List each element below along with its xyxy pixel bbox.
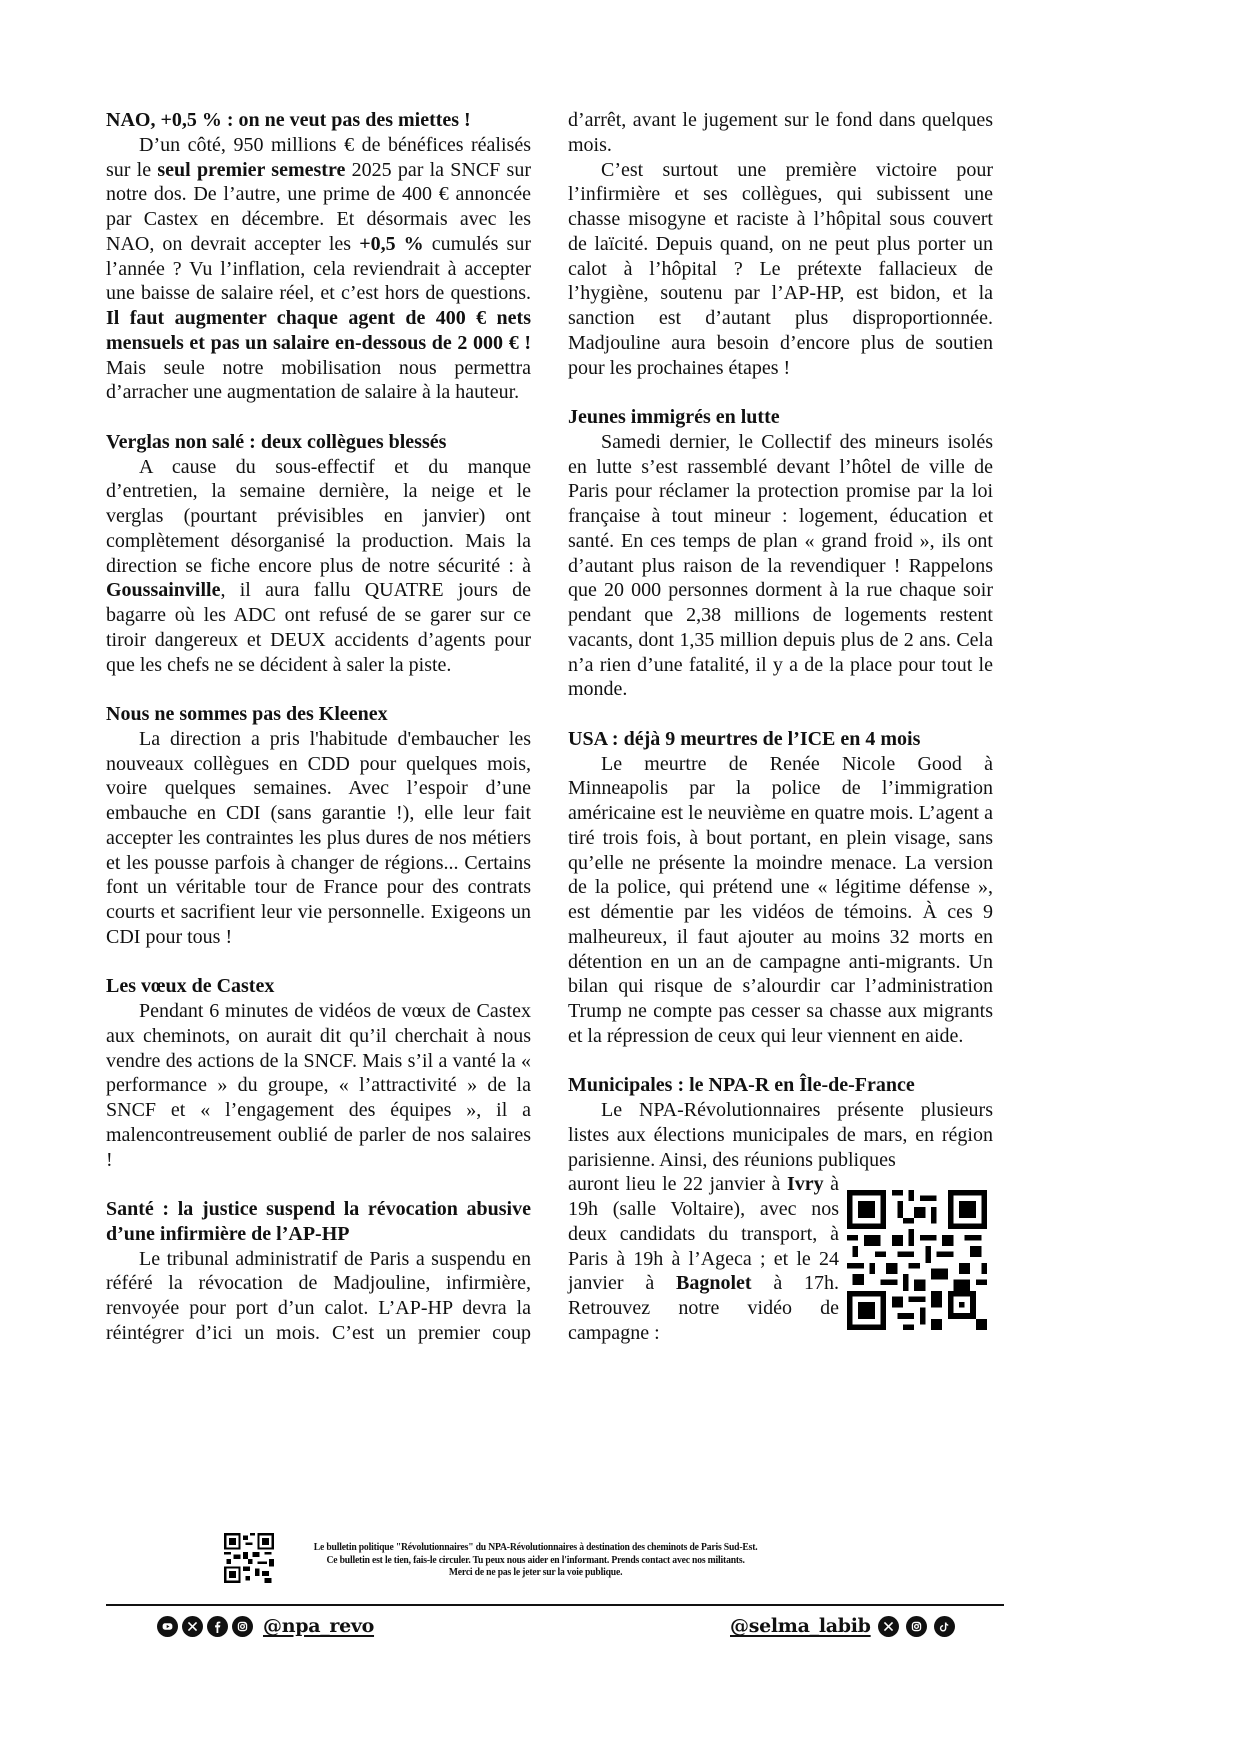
article-body: C’est surtout une première victoire pour l’infirmière et ses collègues, qui subissent une chasse misogyne et raciste à l’hôpital sous couvert de laïcité. Depuis quand, on ne peut plus porter un calot à l’hôpital ? Le prétexte fallacieux de l’hygiène, soutenu par l’AP-HP, est bidon, et la sanction est d’autant plus disproportionnée. Madjouline aura besoin d’encore plus de soutien pour les prochaines étapes ! <box>568 158 993 379</box>
article-body: Le meurtre de Renée Nicole Good à Minneapolis par la police de l’immigration américaine est le neuvième en quatre mois. L’agent a tiré trois fois, à bout portant, en plein visage, sans qu’elle ne présente la moindre menace. La version de la police, qui prétend une « légitime défense », est démentie par les vidéos de témoins. À ces 9 malheureux, il faut ajouter au moins 32 morts en détention en un an de campagne anti-migrants. Un bilan qui risque de s’alourdir car l’administration Trump ne compte pas cesser sa chasse aux migrants et la répression de ceux qui leur viennent en aide. <box>568 752 993 1047</box>
x-icon[interactable] <box>182 1616 203 1637</box>
footer-banner <box>224 1532 844 1598</box>
article-municipales <box>568 1073 993 1345</box>
x-icon[interactable] <box>878 1616 899 1637</box>
article-title: Nous ne sommes pas des Kleenex <box>106 703 388 725</box>
article-kleenex <box>106 702 531 950</box>
article-voeux-castex <box>106 974 531 1172</box>
bulletin-notice: Le bulletin politique "Révolutionnaires" du NPA-Révolutionnaires à destination des cheminots de Paris Sud-Est. Ce bulletin est le tien, fais-le circuler. Tu peux nous aider en l'informant. Prends contact avec nos militants. Merci de ne pas le jeter sur la voie publique. <box>313 1542 758 1578</box>
article-verglas <box>106 430 531 678</box>
article-jeunes-immigres <box>568 405 993 702</box>
bulletin-qr-code[interactable] <box>224 1532 274 1584</box>
article-title: Les vœux de Castex <box>106 975 275 998</box>
article-title: Jeunes immigrés en lutte <box>568 406 780 428</box>
article-body: Pendant 6 minutes de vidéos de vœux de Castex aux cheminots, on aurait dit qu’il cherchait à nous vendre des actions de la SNCF. Mais s’il a vanté la « performance » du groupe, « l’attractivité » de la SNCF et « l’engagement des équipes », il a malencontreusement oublié de parler de nos salaires ! <box>106 1000 531 1171</box>
youtube-icon[interactable] <box>157 1616 178 1637</box>
article-sante-continued <box>568 108 993 380</box>
facebook-icon[interactable] <box>207 1616 228 1637</box>
right-column <box>568 108 993 1370</box>
article-body: Le NPA-Révolutionnaires présente plusieurs listes aux élections municipales de mars, en région parisienne. Ainsi, des réunions publiques <box>568 1099 993 1171</box>
article-title: Verglas non salé : deux collègues blessés <box>106 430 447 453</box>
footer-divider <box>106 1604 1004 1606</box>
article-body: Samedi dernier, le Collectif des mineurs isolés en lutte s’est rassemblé devant l’hôtel de ville de Paris pour réclamer la protection promise par la loi française à tout mineur : logement, éducation et santé. En ces temps de plan « grand froid », ils ont d’autant plus raison de la revendiquer ! Rappelons que 20 000 personnes dorment à la rue chaque soir pendant que 2,38 millions de logements restent vacants, dont 1,35 million depuis plus de 2 ans. Cela n’a rien d’une fatalité, il y a de la place pour tout le monde. <box>568 430 993 701</box>
qr-code-icon <box>847 1190 987 1330</box>
selma-labib-social-links <box>730 1615 955 1637</box>
instagram-icon[interactable] <box>906 1616 927 1637</box>
article-title: Municipales : le NPA-R en Île-de-France <box>568 1074 915 1097</box>
article-title: NAO, +0,5 % : on ne veut pas des miettes ! <box>106 109 471 131</box>
qr-code-icon <box>224 1532 274 1584</box>
article-nao <box>106 108 531 405</box>
article-body: A cause du sous-effectif et du manque d’entretien, la semaine dernière, la neige et le verglas (pourtant prévisibles en janvier) ont complètement désorganisé la production. Mais la direction se fiche encore plus de notre sécurité : à Goussainville, il aura fallu QUATRE jours de bagarre où les ADC ont refusé de se garer sur ce tiroir dangereux et DEUX accidents d’agents pour que les chefs ne se décident à saler la piste. <box>106 455 531 676</box>
article-body: d’arrêt, avant le jugement sur le fond dans quelques mois. <box>568 109 993 156</box>
article-body: Le tribunal administratif de Paris a suspendu en référé la révocation de Madjouline, infirmière, renvoyée pour port d’un calot. L’AP-HP devra la réintégrer d’ici un mois. C’est un premier coup <box>106 1247 531 1344</box>
npa-revo-handle[interactable]: @npa_revo <box>263 1615 375 1637</box>
selma-labib-handle[interactable]: @selma_labib <box>730 1615 871 1637</box>
article-body: auront lieu le 22 janvier à Ivry à 19h (salle Voltaire), avec nos deux candidats du transport, à Paris à 19h à l’Ageca ; et le 24 janvier à Bagnolet à 17h. Retrouvez notre vidéo de campagne : <box>568 1173 839 1344</box>
article-sante <box>106 1197 531 1346</box>
instagram-icon[interactable] <box>232 1616 253 1637</box>
article-body: D’un côté, 950 millions € de bénéfices réalisés sur le seul premier semestre 2025 par la SNCF sur notre dos. De l’autre, une prime de 400 € annoncée par Castex en décembre. Et désormais avec les NAO, on devrait accepter les +0,5 % cumulés sur l’année ? Vu l’inflation, cela reviendrait à accepter une baisse de salaire réel, et c’est hors de questions. Il faut augmenter chaque agent de 400 € nets mensuels et pas un salaire en-dessous de 2 000 € ! Mais seule notre mobilisation nous permettra d’arracher une augmentation de salaire à la hauteur. <box>106 133 531 404</box>
tiktok-icon[interactable] <box>934 1616 955 1637</box>
article-title: Santé : la justice suspend la révocation abusive d’une infirmière de l’AP-HP <box>106 1198 531 1245</box>
campaign-video-qr-code[interactable] <box>847 1190 987 1330</box>
article-title: USA : déjà 9 meurtres de l’ICE en 4 mois <box>568 727 921 750</box>
npa-social-links <box>157 1615 374 1637</box>
left-column <box>106 108 531 1370</box>
article-usa-ice <box>568 727 993 1049</box>
article-body: La direction a pris l'habitude d'embaucher les nouveaux collègues en CDD pour quelques mois, voire quelques semaines. Avec l’espoir d’une embauche en CDI (sans garantie !), elle leur fait accepter les contraintes les plus dures de nos métiers et les pousse parfois à changer de régions... Certains font un véritable tour de France pour des contrats courts et sacrifient leur vie personnelle. Exigeons un CDI pour tous ! <box>106 727 531 948</box>
